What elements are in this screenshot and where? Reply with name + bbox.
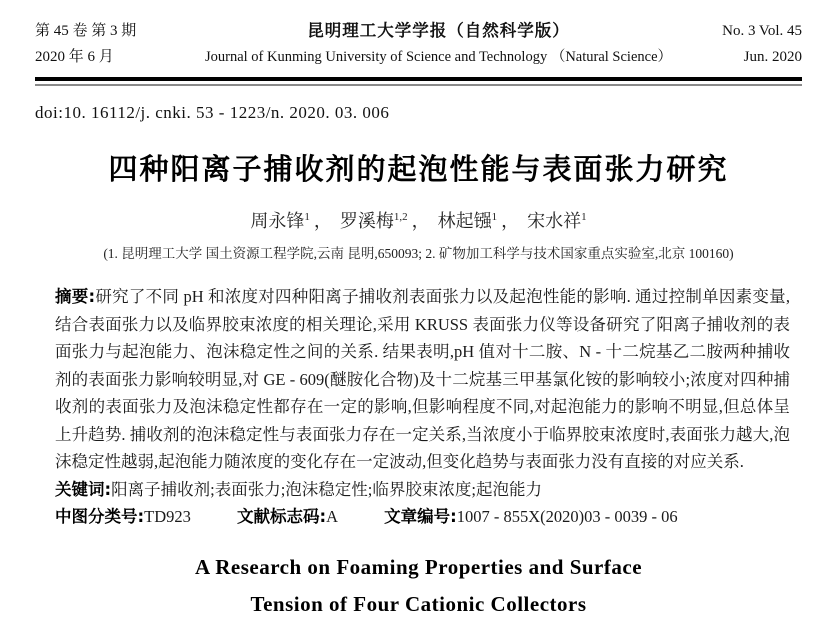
author-separator: ， xyxy=(313,211,332,231)
author-affil-sup: 1 xyxy=(491,211,498,223)
journal-name-en: Journal of Kunming University of Science and Technology （Natural Science） xyxy=(204,49,673,65)
header-rule-thin xyxy=(35,84,802,86)
document-code xyxy=(237,507,338,526)
article-id-label: 文章编号: xyxy=(384,507,457,526)
article-id-value: 1007 - 855X(2020)03 - 0039 - 06 xyxy=(456,507,678,526)
author-separator: ， xyxy=(501,211,520,231)
document-code-label: 文献标志码: xyxy=(236,507,327,526)
author-name: 宋水祥 xyxy=(527,211,582,231)
abstract-label: 摘要: xyxy=(55,287,96,306)
author xyxy=(527,211,587,231)
author-separator: ， xyxy=(411,211,430,231)
issue-date-cn: 2020 年 6 月 xyxy=(35,49,114,65)
author-list xyxy=(0,207,837,233)
article-id xyxy=(384,507,678,526)
article-title-en-line2: Tension of Four Cationic Collectors xyxy=(250,591,587,616)
affiliation-line: (1. 昆明理工大学 国土资源工程学院,云南 昆明,650093; 2. 矿物加工科学与技术国家重点实验室,北京 100160) xyxy=(103,246,734,261)
article-title-en-line1: A Research on Foaming Properties and Surface xyxy=(194,554,643,579)
issue-info xyxy=(35,18,195,70)
keywords-text: 阳离子捕收剂;表面张力;泡沫稳定性;临界胶束浓度;起泡能力 xyxy=(111,479,542,499)
author-name: 林起镪 xyxy=(437,211,492,231)
author-affil-sup: 1 xyxy=(581,211,587,223)
article-title-cn: 四种阳离子捕收剂的起泡性能与表面张力研究 xyxy=(108,152,729,186)
volume-issue: 第 45 卷 第 3 期 xyxy=(35,23,137,39)
doi-line: doi:10. 16112/j. cnki. 53 - 1223/n. 2020. 03. 006 xyxy=(35,103,390,122)
header-rule-thick xyxy=(35,77,802,81)
journal-name xyxy=(195,18,682,70)
volume-info xyxy=(682,18,802,70)
clc-number xyxy=(55,507,191,526)
author-affil-sup: 1,2 xyxy=(393,211,408,223)
author-affil-sup: 1 xyxy=(304,211,310,223)
author-name: 周永锋 xyxy=(250,211,305,231)
abstract xyxy=(55,283,790,476)
author xyxy=(340,211,434,231)
clc-label: 中图分类号: xyxy=(55,507,145,526)
header-divider xyxy=(35,77,802,86)
classification-line xyxy=(55,503,790,531)
journal-name-cn: 昆明理工大学学报（自然科学版） xyxy=(307,21,570,40)
journal-running-head xyxy=(0,0,837,70)
article-title-en xyxy=(0,549,837,623)
author-name: 罗溪梅 xyxy=(339,211,394,231)
author xyxy=(438,211,524,231)
document-code-value: A xyxy=(326,507,339,526)
clc-value: TD923 xyxy=(144,507,191,526)
keywords-label: 关键词: xyxy=(55,479,112,499)
issue-date-en: Jun. 2020 xyxy=(743,49,802,65)
author xyxy=(250,211,336,231)
no-vol: No. 3 Vol. 45 xyxy=(722,23,802,39)
abstract-text: 研究了不同 pH 和浓度对四种阳离子捕收剂表面张力以及起泡性能的影响. 通过控制单因素变量,结合表面张力以及临界胶束浓度的相关理论,采用 KRUSS 表面张力仪等设备研究了阳离子捕收剂的表面张力与起泡能力、泡沫稳定性之间的关系. 结果表明,pH 值对十二胺、N - 十二烷基乙二胺两种捕收剂的表面张力影响较明显,对 GE - 609(醚胺化合物)及十二烷基三甲基氯化铵的影响较小;浓度对四种捕收剂的表面张力及泡沫稳定性都存在一定的影响,但影响程度不同,对起泡能力的影响不明显,但总体呈上升趋势. 捕收剂的泡沫稳定性与表面张力存在一定关系,当浓度小于临界胶束浓度时,表面张力越大,泡沫稳定性越弱,起泡能力随浓度的变化存在一定波动,但变化趋势与表面张力没有直接的对应关系. xyxy=(55,287,790,471)
keywords xyxy=(55,476,790,504)
